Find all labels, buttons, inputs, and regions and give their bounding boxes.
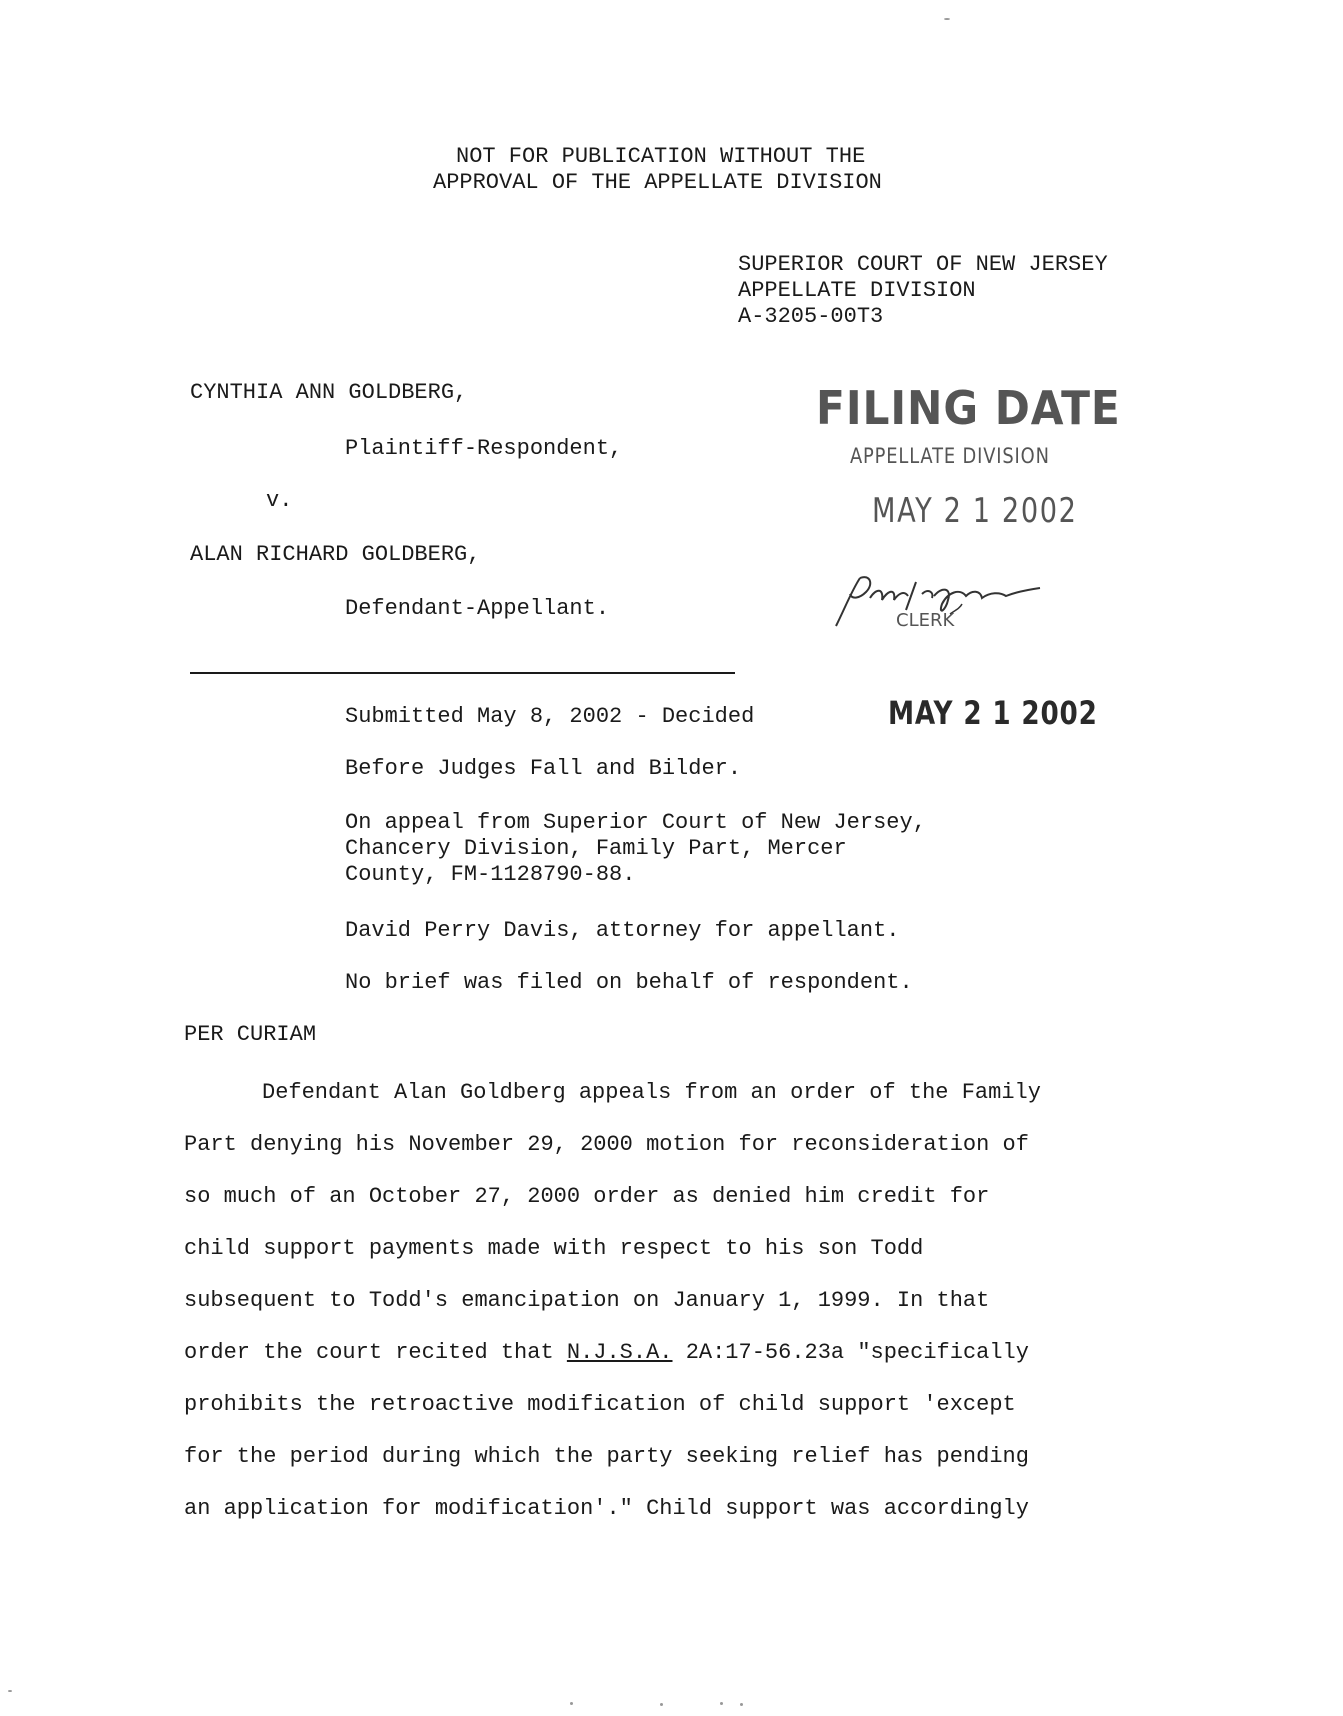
opinion-line-8: for the period during which the party seeking relief has pending [184, 1444, 1029, 1469]
court-name: SUPERIOR COURT OF NEW JERSEY [738, 252, 1108, 277]
appeal-line-1: On appeal from Superior Court of New Jersey, [345, 810, 926, 835]
filing-stamp-division: APPELLATE DIVISION [850, 444, 1050, 468]
decided-date-stamp: MAY 2 1 2002 [888, 694, 1098, 732]
statute-citation: N.J.S.A. [566, 1340, 673, 1365]
per-curiam-heading: PER CURIAM [184, 1022, 317, 1047]
filing-stamp-date: MAY 2 1 2002 [872, 491, 1078, 531]
opinion-line-6 [184, 1340, 1029, 1366]
no-brief-line: No brief was filed on behalf of respondent. [345, 970, 913, 995]
scan-speck [720, 1702, 723, 1705]
scan-speck [944, 18, 950, 20]
defendant-role: Defendant-Appellant. [345, 596, 610, 621]
opinion-line-5: subsequent to Todd's emancipation on January 1, 1999. In that [184, 1288, 990, 1313]
scan-speck [570, 1702, 573, 1705]
court-division: APPELLATE DIVISION [738, 278, 976, 303]
opinion-line-6-pre: order the court recited that [184, 1340, 567, 1365]
opinion-line-9: an application for modification'." Child support was accordingly [184, 1496, 1029, 1521]
caption-divider [190, 672, 735, 674]
publication-notice-line-2: APPROVAL OF THE APPELLATE DIVISION [433, 170, 882, 195]
opinion-line-7: prohibits the retroactive modification of child support 'except [184, 1392, 1016, 1417]
publication-notice-line-1: NOT FOR PUBLICATION WITHOUT THE [456, 144, 866, 169]
plaintiff-name: CYNTHIA ANN GOLDBERG, [190, 380, 468, 405]
defendant-name: ALAN RICHARD GOLDBERG, [190, 542, 481, 567]
scan-speck [660, 1703, 663, 1706]
versus: v. [266, 488, 293, 513]
scan-speck [740, 1703, 743, 1706]
appeal-line-2: Chancery Division, Family Part, Mercer [345, 836, 847, 861]
appeal-line-3: County, FM-1128790-88. [345, 862, 636, 887]
opinion-line-2: Part denying his November 29, 2000 motion for reconsideration of [184, 1132, 1029, 1157]
clerk-label: CLERK [896, 610, 955, 631]
opinion-line-4: child support payments made with respect to his son Todd [184, 1236, 924, 1261]
judges-line: Before Judges Fall and Bilder. [345, 756, 742, 781]
scan-speck [8, 1690, 12, 1692]
opinion-line-1: Defendant Alan Goldberg appeals from an order of the Family [262, 1080, 1041, 1105]
filing-date-stamp-title: FILING DATE [816, 381, 1121, 435]
opinion-line-6-post: 2A:17-56.23a "specifically [672, 1340, 1029, 1365]
attorney-line: David Perry Davis, attorney for appellant. [345, 918, 900, 943]
submitted-decided: Submitted May 8, 2002 - Decided [345, 704, 755, 729]
opinion-line-3: so much of an October 27, 2000 order as denied him credit for [184, 1184, 990, 1209]
plaintiff-role: Plaintiff-Respondent, [345, 436, 623, 461]
docket-number: A-3205-00T3 [738, 304, 884, 329]
